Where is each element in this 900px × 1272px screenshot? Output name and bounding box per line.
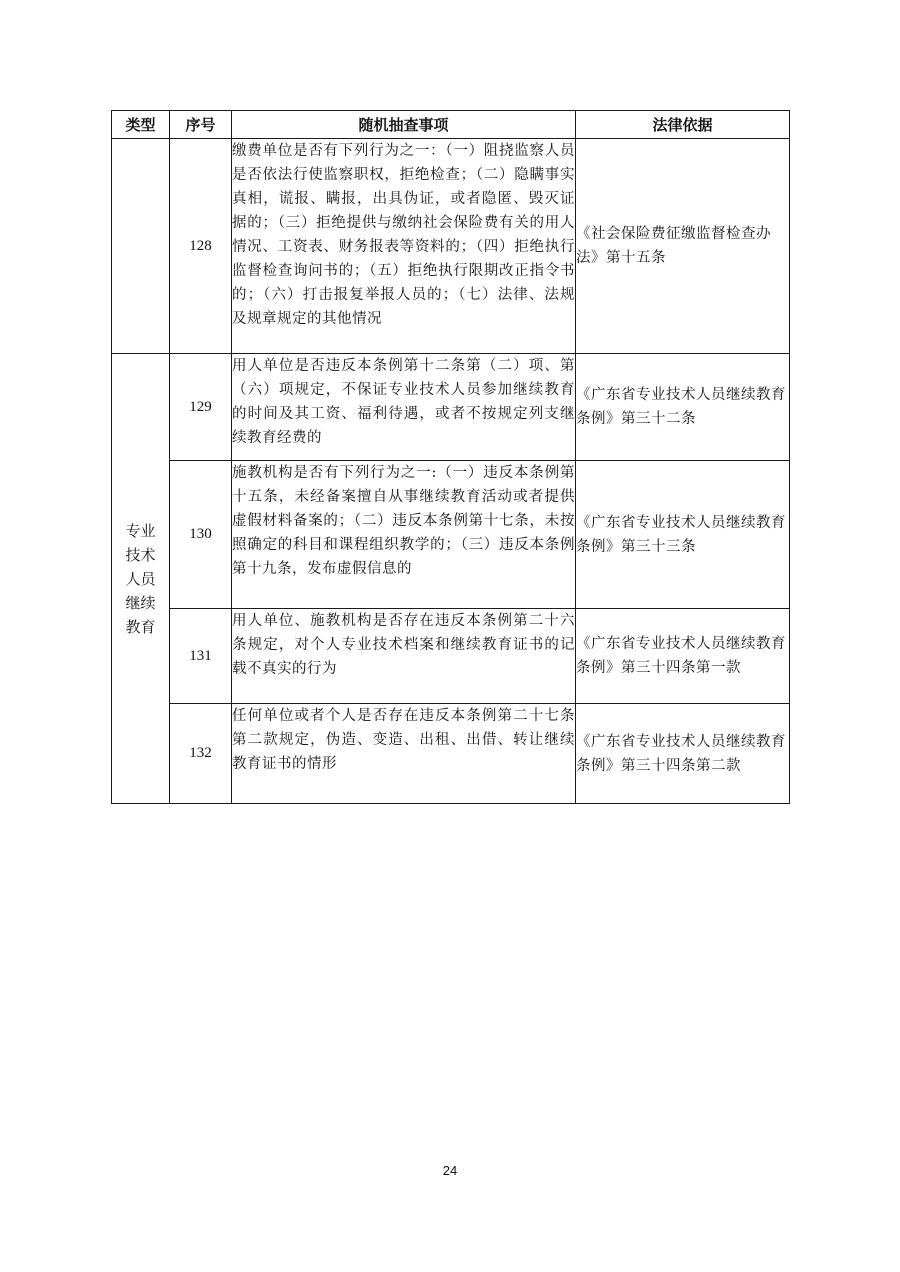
- seq-cell: 132: [170, 704, 232, 804]
- seq-cell: 130: [170, 461, 232, 609]
- header-law: 法律依据: [576, 111, 790, 139]
- table-row: [112, 609, 790, 704]
- law-cell: 《社会保险费征缴监督检查办法》第十五条: [576, 139, 790, 354]
- table-header-row: [112, 111, 790, 139]
- law-cell: 《广东省专业技术人员继续教育条例》第三十四条第一款: [576, 609, 790, 704]
- item-cell: 用人单位是否违反本条例第十二条第（二）项、第（六）项规定，不保证专业技术人员参加继续教育的时间及其工资、福利待遇，或者不按规定列支继续教育经费的: [232, 354, 576, 461]
- header-seq: 序号: [170, 111, 232, 139]
- type-cell: [112, 354, 170, 804]
- header-item: 随机抽查事项: [232, 111, 576, 139]
- seq-cell: 128: [170, 139, 232, 354]
- item-cell: 施教机构是否有下列行为之一:（一）违反本条例第十五条，未经备案擅自从事继续教育活动或者提供虚假材料备案的；（二）违反本条例第十七条，未按照确定的科目和课程组织教学的；（三）违反本条例第十九条，发布虚假信息的: [232, 461, 576, 609]
- header-type: 类型: [112, 111, 170, 139]
- table-row: [112, 354, 790, 461]
- law-cell: 《广东省专业技术人员继续教育条例》第三十四条第二款: [576, 704, 790, 804]
- table-row: [112, 704, 790, 804]
- seq-cell: 131: [170, 609, 232, 704]
- type-cell-empty: [112, 139, 170, 354]
- type-text: 专业技术人员继续教育: [125, 521, 156, 636]
- item-cell: 任何单位或者个人是否存在违反本条例第二十七条第二款规定，伪造、变造、出租、出借、转让继续教育证书的情形: [232, 704, 576, 804]
- seq-cell: 129: [170, 354, 232, 461]
- table-row: [112, 461, 790, 609]
- item-cell: 缴费单位是否有下列行为之一：（一）阻挠监察人员是否依法行使监察职权，拒绝检查；（二）隐瞒事实真相，谎报、瞒报，出具伪证，或者隐匿、毁灭证据的；（三）拒绝提供与缴纳社会保险费有关的用人情况、工资表、财务报表等资料的；（四）拒绝执行监督检查询问书的；（五）拒绝执行限期改正指令书的；（六）打击报复举报人员的；（七）法律、法规及规章规定的其他情况: [232, 139, 576, 354]
- law-cell: 《广东省专业技术人员继续教育条例》第三十三条: [576, 461, 790, 609]
- inspection-table: [111, 110, 790, 804]
- item-cell: 用人单位、施教机构是否存在违反本条例第二十六条规定，对个人专业技术档案和继续教育证书的记载不真实的行为: [232, 609, 576, 704]
- page-number: 24: [442, 1163, 458, 1178]
- law-cell: 《广东省专业技术人员继续教育条例》第三十二条: [576, 354, 790, 461]
- table-row: [112, 139, 790, 354]
